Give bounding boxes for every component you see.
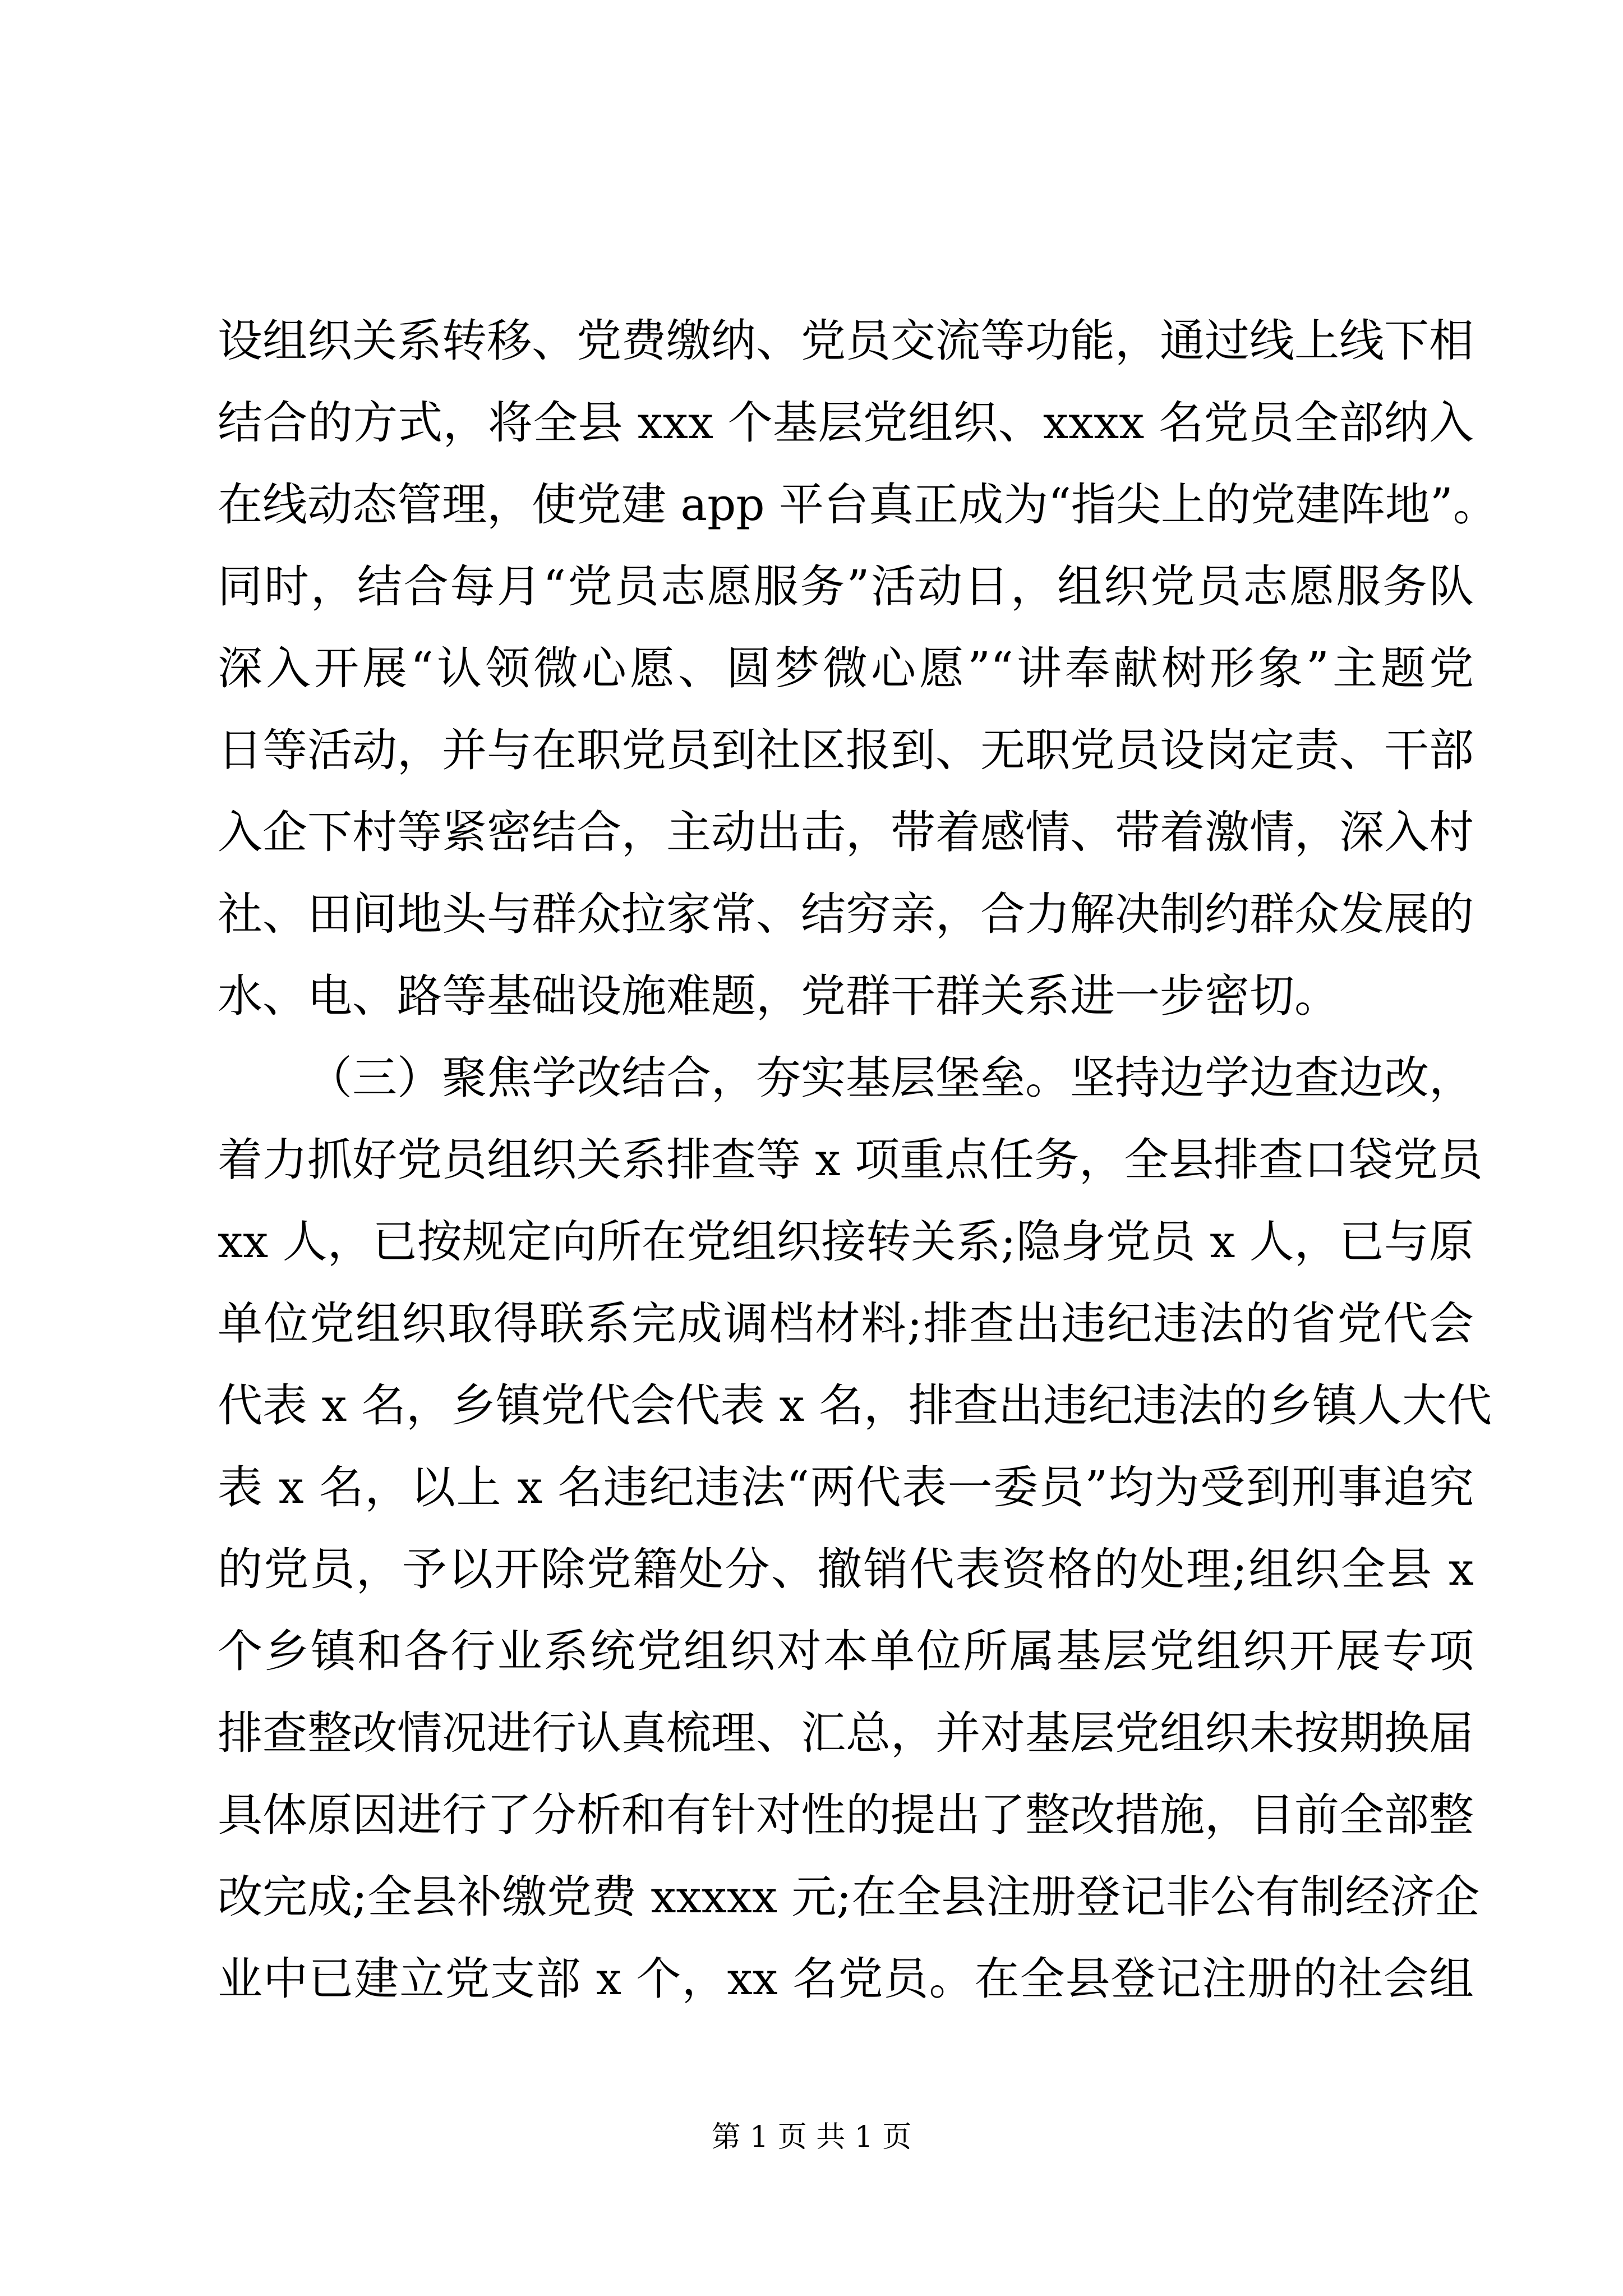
text-line: （三）聚焦学改结合，夯实基层堡垒。坚持边学边查边改， <box>307 1052 1474 1104</box>
text-line: 着力抓好党员组织关系排查等 x 项重点任务，全县排查口袋党员 <box>218 1134 1483 1186</box>
text-line: 个乡镇和各行业系统党组织对本单位所属基层党组织开展专项 <box>218 1625 1474 1677</box>
text-line: 具体原因进行了分析和有针对性的提出了整改措施，目前全部整 <box>218 1789 1474 1841</box>
text-line: 深入开展“认领微心愿、圆梦微心愿”“讲奉献树形象”主题党 <box>218 642 1474 694</box>
paragraph-2 <box>218 1037 1492 2020</box>
page-footer <box>0 2118 1623 2157</box>
page-number-label: 第 1 页 共 1 页 <box>711 2120 912 2154</box>
text-line: xx 人，已按规定向所在党组织接转关系;隐身党员 x 人，已与原 <box>218 1216 1474 1268</box>
text-line: 日等活动，并与在职党员到社区报到、无职党员设岗定责、干部 <box>218 724 1474 776</box>
document-body <box>218 300 1498 2020</box>
text-line: 改完成;全县补缴党费 xxxxx 元;在全县注册登记非公有制经济企 <box>218 1871 1480 1923</box>
text-line: 的党员，予以开除党籍处分、撤销代表资格的处理;组织全县 x <box>218 1543 1474 1595</box>
text-line: 结合的方式，将全县 xxx 个基层党组织、xxxx 名党员全部纳入 <box>218 397 1474 449</box>
text-line: 单位党组织取得联系完成调档材料;排查出违纪违法的省党代会 <box>218 1297 1474 1350</box>
text-line: 设组织关系转移、党费缴纳、党员交流等功能，通过线上线下相 <box>218 315 1474 367</box>
text-line: 水、电、路等基础设施难题，党群干群关系进一步密切。 <box>218 970 1339 1022</box>
text-line: 排查整改情况进行认真梳理、汇总，并对基层党组织未按期换届 <box>218 1707 1474 1759</box>
text-line: 代表 x 名，乡镇党代会代表 x 名，排查出违纪违法的乡镇人大代 <box>218 1379 1492 1432</box>
text-line: 社、田间地头与群众拉家常、结穷亲，合力解决制约群众发展的 <box>218 888 1474 940</box>
text-line: 入企下村等紧密结合，主动出击，带着感情、带着激情，深入村 <box>218 806 1474 858</box>
paragraph-1 <box>218 300 1498 1037</box>
text-line: 在线动态管理，使党建 app 平台真正成为“指尖上的党建阵地”。 <box>218 478 1498 531</box>
text-line: 同时，结合每月“党员志愿服务”活动日，组织党员志愿服务队 <box>218 560 1474 613</box>
text-line: 表 x 名，以上 x 名违纪违法“两代表一委员”均为受到刑事追究 <box>218 1461 1474 1513</box>
text-line: 业中已建立党支部 x 个，xx 名党员。在全县登记注册的社会组 <box>218 1953 1474 2005</box>
